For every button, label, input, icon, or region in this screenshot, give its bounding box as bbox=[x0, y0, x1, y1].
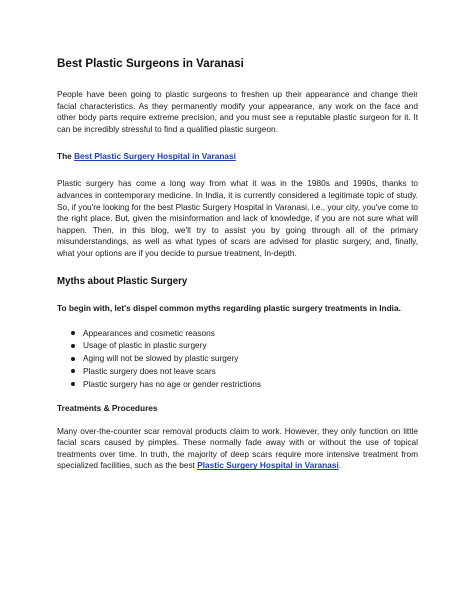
myths-heading: Myths about Plastic Surgery bbox=[57, 275, 188, 287]
treatments-paragraph bbox=[57, 426, 418, 472]
plastic-surgery-hospital-link[interactable]: Plastic Surgery Hospital in Varanasi bbox=[197, 460, 339, 471]
myths-lead: To begin with, let's dispel common myths regarding plastic surgery treatments in India. bbox=[57, 302, 401, 313]
page-title: Best Plastic Surgeons in Varanasi bbox=[57, 57, 244, 70]
list-item: Plastic surgery does not leave scars bbox=[57, 365, 418, 378]
intro-paragraph: People have been going to plastic surgeons to freshen up their appearance and change their facial characteristics. As they permanently modify your appearance, any work on the face and other body parts require extreme precision, and you must see a reputable plastic surgeon for it. It can be incredibly stressful to find a qualified plastic surgeon. bbox=[57, 89, 418, 134]
list-item: Plastic surgery has no age or gender restrictions bbox=[57, 378, 418, 391]
hospital-link-line bbox=[57, 151, 418, 162]
link-prefix: The bbox=[57, 151, 75, 162]
list-item: Appearances and cosmetic reasons bbox=[57, 327, 418, 340]
best-hospital-link[interactable]: Best Plastic Surgery Hospital in Varanasi bbox=[74, 151, 236, 162]
treatments-heading: Treatments & Procedures bbox=[57, 402, 158, 413]
list-item: Aging will not be slowed by plastic surgery bbox=[57, 352, 418, 365]
treatments-text: Many over-the-counter scar removal products claim to work. However, they only function on little facial scars caused by pimples. These normally fade away with or without the use of topical treatments over time. In truth, the majority of deep scars require more intensive treatment from specialized facilities, such as the best bbox=[57, 425, 418, 471]
myths-list bbox=[57, 327, 418, 391]
list-item: Usage of plastic in plastic surgery bbox=[57, 339, 418, 352]
treatments-suffix: . bbox=[338, 460, 342, 471]
body-paragraph: Plastic surgery has come a long way from what it was in the 1980s and 1990s, thanks to advances in contemporary medicine. In India, it is currently considered a legitimate topic of study. So, if you're looking for the best Plastic Surgery Hospital in Varanasi, i.e., your city, you've come to the right place. But, given the misinformation and lack of knowledge, if you are not sure what will happen. Then, in this blog, we'll try to assist you by going through all of the primary misunderstandings, as well as what types of scars are advised for plastic surgery, and, finally, what your options are if you decide to pursue treatment, In-depth. bbox=[57, 178, 418, 258]
